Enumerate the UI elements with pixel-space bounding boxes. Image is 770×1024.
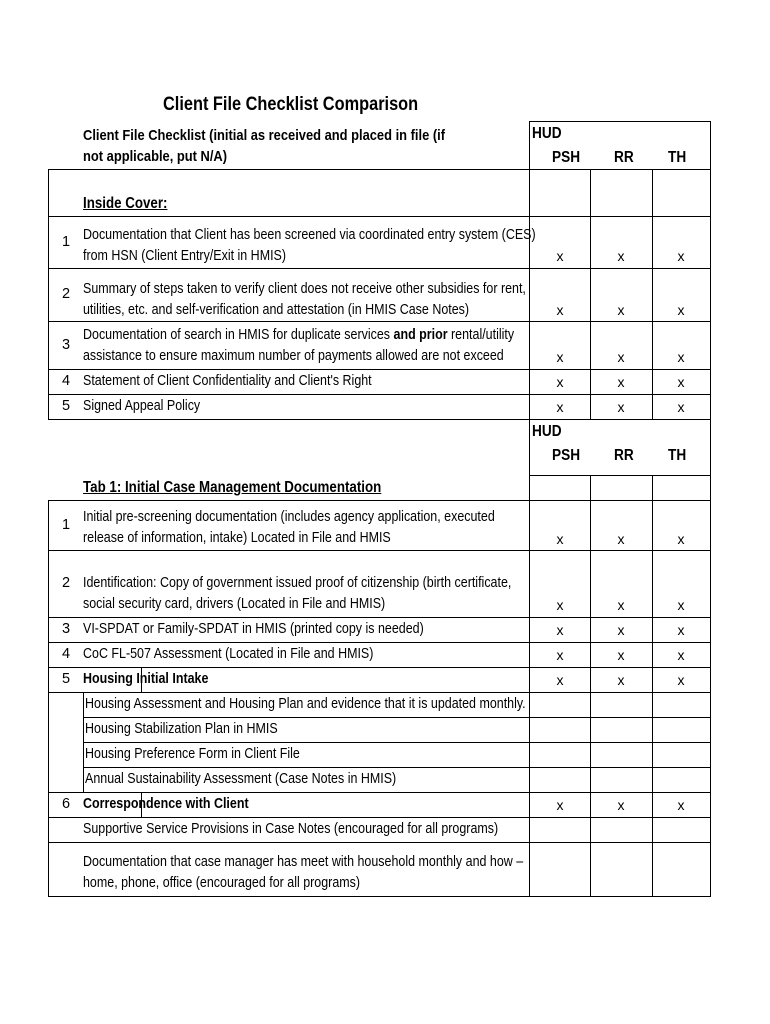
check-th: x <box>677 302 685 318</box>
row-number: 3 <box>61 337 71 353</box>
check-psh: x <box>556 531 564 547</box>
item-text: Summary of steps taken to verify client does not receive other subsidies for rent, utilities, etc. and self-verification and attestation (in HMIS Case Notes) <box>83 281 526 318</box>
row-number: 1 <box>61 517 71 533</box>
check-rr: x <box>617 597 625 613</box>
check-rr: x <box>617 797 625 813</box>
item-text: Initial pre-screening documentation (includes agency application, executed release of information, intake) Located in File and HMIS <box>83 509 495 546</box>
item-text: Statement of Client Confidentiality and Client's Right <box>83 373 372 389</box>
item-text: Supportive Service Provisions in Case Notes (encouraged for all programs) <box>83 821 499 837</box>
check-rr: x <box>617 672 625 688</box>
sub-item-text: Annual Sustainability Assessment (Case Notes in HMIS) <box>85 771 397 787</box>
row-number: 1 <box>61 234 71 250</box>
check-rr: x <box>617 349 625 365</box>
check-th: x <box>677 248 685 264</box>
check-psh: x <box>556 399 564 415</box>
sub-item-text: Housing Preference Form in Client File <box>85 746 300 762</box>
check-th: x <box>677 399 685 415</box>
check-th: x <box>677 797 685 813</box>
column-header-psh: PSH <box>552 149 581 166</box>
check-th: x <box>677 349 685 365</box>
check-psh: x <box>556 622 564 638</box>
row-number: 6 <box>61 796 71 812</box>
check-psh: x <box>556 597 564 613</box>
column-header-hud: HUD <box>532 125 562 142</box>
section-title-inside-cover: Inside Cover: <box>83 195 168 212</box>
check-th: x <box>677 597 685 613</box>
row-number: 5 <box>61 671 71 687</box>
item-text: Documentation that case manager has meet with household monthly and how – home, phone, office (encouraged for all programs) <box>83 854 524 891</box>
row-number: 2 <box>61 575 71 591</box>
item-text: Documentation of search in HMIS for duplicate services and prior rental/utility assistance to ensure maximum number of payments allowed are not exceed <box>83 327 515 364</box>
check-psh: x <box>556 349 564 365</box>
item-text: VI-SPDAT or Family-SPDAT in HMIS (printed copy is needed) <box>83 621 424 637</box>
column-header-hud-2: HUD <box>532 423 562 440</box>
section-title-tab1: Tab 1: Initial Case Management Documentation <box>83 479 382 496</box>
item-text: Housing Initial Intake <box>83 671 209 687</box>
row-number: 5 <box>61 398 71 414</box>
row-number: 3 <box>61 621 71 637</box>
check-rr: x <box>617 399 625 415</box>
row-number: 4 <box>61 646 71 662</box>
check-rr: x <box>617 374 625 390</box>
check-psh: x <box>556 248 564 264</box>
page-title: Client File Checklist Comparison <box>163 94 419 115</box>
sub-item-text: Housing Assessment and Housing Plan and evidence that it is updated monthly. <box>85 696 526 712</box>
check-psh: x <box>556 672 564 688</box>
column-header-th-2: TH <box>668 447 687 464</box>
item-text: CoC FL-507 Assessment (Located in File and HMIS) <box>83 646 374 662</box>
row-number: 2 <box>61 286 71 302</box>
check-rr: x <box>617 248 625 264</box>
check-psh: x <box>556 797 564 813</box>
column-header-th: TH <box>668 149 687 166</box>
item-text: Correspondence with Client <box>83 796 249 812</box>
check-psh: x <box>556 647 564 663</box>
check-rr: x <box>617 622 625 638</box>
check-rr: x <box>617 531 625 547</box>
row-number: 4 <box>61 373 71 389</box>
check-th: x <box>677 622 685 638</box>
sub-item-text: Housing Stabilization Plan in HMIS <box>85 721 278 737</box>
check-rr: x <box>617 647 625 663</box>
column-header-rr-2: RR <box>614 447 634 464</box>
item-text: Documentation that Client has been screened via coordinated entry system (CES) from HSN (Client Entry/Exit in HMIS) <box>83 227 536 264</box>
check-th: x <box>677 647 685 663</box>
column-header-rr: RR <box>614 149 634 166</box>
check-rr: x <box>617 302 625 318</box>
check-psh: x <box>556 302 564 318</box>
check-th: x <box>677 672 685 688</box>
item-text: Identification: Copy of government issued proof of citizenship (birth certificate, social security card, drivers (Located in File and HMIS) <box>83 575 512 612</box>
check-th: x <box>677 531 685 547</box>
item-text: Signed Appeal Policy <box>83 398 201 414</box>
column-header-psh-2: PSH <box>552 447 581 464</box>
checklist-header-label: Client File Checklist (initial as received and placed in file (if not applicable, put N/A) <box>83 127 446 165</box>
check-th: x <box>677 374 685 390</box>
check-psh: x <box>556 374 564 390</box>
